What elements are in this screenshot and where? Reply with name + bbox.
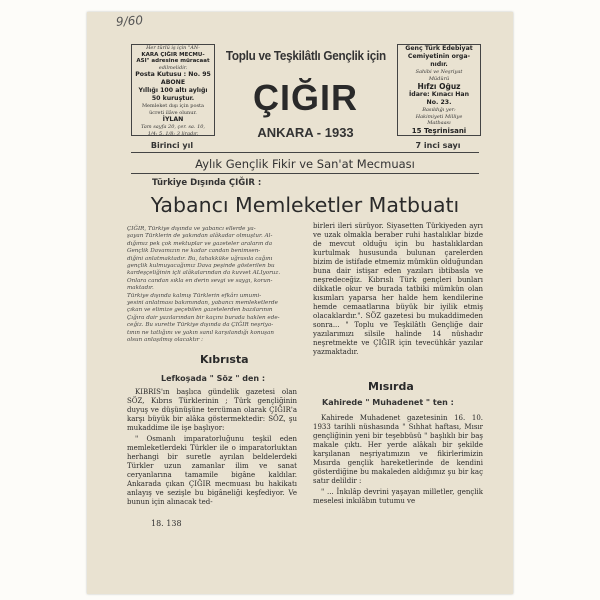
masthead-place-year: ANKARA - 1933: [257, 125, 354, 140]
section-heading-kibris: Kıbrısta: [200, 353, 249, 366]
article-headline: Yabancı Memleketler Matbuatı: [150, 193, 460, 217]
masthead-subtitle: Aylık Gençlik Fikir ve San'at Mecmuası: [195, 157, 415, 171]
intro-line: çıkan ve elimize geçebilen gazetelerden bazılarının: [127, 307, 273, 314]
masthead-rule-bottom: [131, 173, 479, 174]
masthead-tagline: Toplu ve Teşkilâtlı Gençlik için: [225, 48, 386, 63]
intro-line: Çığıra dair yazılarından bir kaçını burada haklen ede-: [127, 314, 280, 321]
intro-line: yesini anlatması bakımından, yabancı memleketlerde: [127, 300, 278, 307]
box-line: Basıldığı yer:: [422, 107, 456, 113]
page-number: 18. 138: [151, 519, 182, 528]
box-line: ücreti ilâve olunur.: [149, 109, 197, 116]
box-line: Sahibi ve Neşriyat: [415, 69, 463, 75]
box-line: Matbaası: [427, 120, 451, 126]
box-line: No. 23.: [426, 99, 452, 106]
masthead-title: ÇIĞIR: [252, 77, 358, 118]
paragraph: Kahirede Muhadenet gazetesinin 16. 10. 1933 tarihli nüshasında " Sıhhat haftası, Mısır gençliğinin yeni bir teşebbüsü " başlıklı bir baş makale çıktı. Her yerde alâkalı bir şekilde karşılanan neşriyatımızın ve fikirlerimizin Mısırda gençlik hareketlerinde de kendini gösterdiğine bu makaleden aldığımız şu bir kaç satır delildir :: [313, 414, 483, 485]
box-line: 15 Teşrinisani: [411, 126, 467, 135]
section-heading-misir: Mısırda: [368, 380, 414, 393]
intro-line: şayan Türklerin de yakından alâkadar olmuştur. Al-: [127, 233, 273, 240]
box-line: KARA ÇIĞIR MECMU-: [141, 51, 205, 58]
volume-label: Birinci yıl: [150, 141, 194, 150]
box-line: Posta Kutusu : No. 95: [135, 71, 211, 78]
box-line: İdare: Kınacı Han: [409, 91, 469, 98]
box-line: ABONE: [160, 79, 186, 86]
box-line: Cemiyetinin orga-: [407, 53, 471, 60]
intro-line: ÇIĞIR, Türkiye dışında ve yabancı ellerde ya-: [127, 226, 256, 232]
box-line: Yıllığı 100 altı aylığı: [138, 87, 208, 94]
paragraph: " ... İnkılâp devrini yaşayan milletler, gençlik meselesi inkılâbın tutumu ve: [313, 488, 483, 505]
intro-line: Gençlik Davamızın ne kadar candan benimsen-: [127, 248, 261, 255]
intro-line: dığımız pek çok mektuplar ve gazeteler araların da: [127, 240, 273, 247]
section-body-misir: [313, 414, 483, 508]
intro-line: ceğiz. Bu surette Türkiye dışında da ÇIĞIR neşriya-: [127, 322, 274, 329]
intro-line: olsun anlaşılmış olacaktır :: [127, 337, 203, 344]
paragraph: KIBRIS'ın başlıca gündelik gazetesi olan SÖZ, Kıbrıs Türklerinin ; Türk gençliğinin duyuş ve düşünüşüne tercüman olarak ÇIĞIR'a karşı büyük bir alâka göstermektedir: SÖZ, şu mukaddime ile işe başlıyor:: [127, 388, 297, 432]
intro-line: gençlik kulmuyacağımız Dava peşinde gösterilen bu: [127, 263, 275, 270]
box-line: Genç Türk Edebiyat: [405, 45, 473, 52]
article-intro: [127, 226, 297, 345]
box-line: Hakimiyeti Milliye: [415, 113, 463, 120]
section-dateline-misir: Kahirede " Muhadenet " ten :: [322, 398, 454, 407]
box-line: nıdır.: [430, 61, 448, 68]
box-line: Her türlü iş için "AN-: [146, 45, 200, 51]
box-line: Hıfzı Oğuz: [417, 82, 461, 91]
masthead-rule-top: [131, 152, 479, 153]
intro-line: tının ne tatlığını ve yakın sanıl karşılandığı konuşan: [127, 329, 274, 336]
box-line: edilmelidir.: [158, 64, 188, 71]
paragraph: birleri ileri sürüyor. Siyasetten Türkiyeden ayrı ve uzak olmakla beraber ruhi hastalıklar bizde de mevcut olduğu için bu hastalıklardan kurtulmak hususunda bulunan çarelerden bizim de istifade etmemiz mümkün olduğundan buna dair istişar eden yazıları ibtibasla ve neşredeceğiz. Kıbrıslı Türk gençleri bunları dikkatle okur ve burada tatbiki mümkün olan kısımları yaparsa her halde hem kendilerine hemde cemaatlarına büyük bir iyilik etmiş olacaklardır.". SÖZ gazetesi bu mukaddimeden sonra... " Toplu ve Teşkilâtlı Gençliğe dair yazılarımızı silsile halinde 14 nüshadır neşretmekte ve ÇIĞIR için tevecühkâr yazılar yazmaktadır.: [313, 222, 483, 356]
section-dateline-kibris: Lefkoşada " Söz " den :: [161, 374, 266, 383]
column-two-continuation: [313, 222, 483, 359]
box-line: 50 kuruştur.: [151, 95, 195, 102]
intro-line: Türkiye dışında kalmış Türklerin efkârı umumi-: [127, 292, 262, 299]
intro-line: diğini anlatmaktadır. Bu, tahakküke uğrasıla cağını: [127, 255, 273, 262]
box-line: Memleket dışı için posta: [141, 103, 205, 109]
intro-line: Onlara candan sıkla en derin sevgi ve saygı, korun-: [127, 277, 273, 284]
intro-line: maktadır.: [127, 285, 154, 292]
section-body-kibris: [127, 388, 297, 509]
subscription-info-box: [131, 44, 215, 136]
box-line: ASI" adresine müracaat: [136, 58, 210, 64]
box-line: Tam sayfa 20, çer. sa. 10,: [140, 124, 206, 130]
box-line: 1/4: 5, 1/8: 3 liradır.: [147, 130, 199, 137]
box-line: İYLAN: [162, 116, 184, 123]
handwritten-note: 9/60: [115, 13, 144, 29]
box-line: Müdürü: [428, 75, 450, 82]
paragraph: " Osmanlı imparatorluğunu teşkil eden memleketlerdeki Türkler ile o imparatorluktan herhangi bir suretle ayrılan beldelerdeki Türkler uzun zamanlar ilim ve sanat ceryanlarına tamamile bigâne kaldılar. Ankarada çıkan ÇIĞIR mecmuası bu hakikatı anlayış ve sezişle bu bigâneliği keşfediyor. Ve bunun için alınacak ted-: [127, 435, 297, 506]
issue-number-label: 7 inci sayı: [415, 141, 461, 150]
article-kicker: Türkiye Dışında ÇIĞIR :: [152, 178, 262, 188]
intro-line: kardeşçeliğinin içli alâkalarından da kuvvet ALIyoruz.: [127, 270, 281, 277]
publisher-info-box: [397, 44, 481, 136]
